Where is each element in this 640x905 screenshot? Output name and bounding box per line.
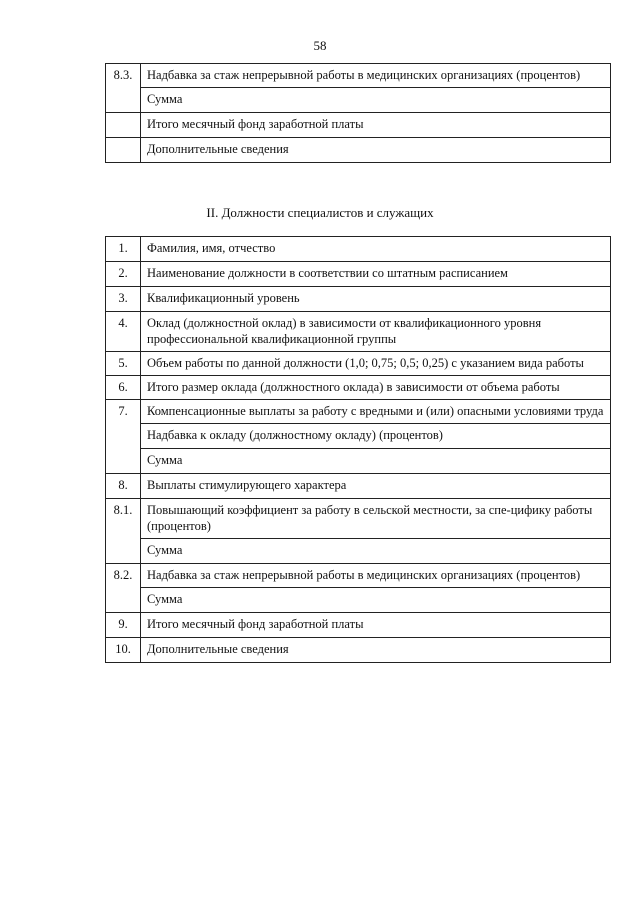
table-row [106,376,611,400]
section-heading: II. Должности специалистов и служащих [206,205,434,220]
row-text: Сумма [141,539,611,564]
table-row [106,352,611,376]
row-number: 1. [106,237,141,262]
table-row [106,138,611,163]
table-row [106,237,611,262]
row-text: Сумма [141,588,611,613]
row-number: 3. [106,287,141,312]
row-number: 8.3. [106,64,141,113]
table-row [106,449,611,474]
row-text: Итого месячный фонд заработной платы [141,113,611,138]
row-number: 2. [106,262,141,287]
table-row [106,613,611,638]
row-number: 9. [106,613,141,638]
page-number: 58 [313,38,327,53]
row-number: 8.2. [106,564,141,613]
row-text: Итого размер оклада (должностного оклада) в зависимости от объема работы [141,376,611,400]
payroll-table-continued [105,63,611,163]
table-row [106,638,611,663]
row-text: Компенсационные выплаты за работу с вредными и (или) опасными условиями труда [141,400,611,424]
row-text: Повышающий коэффициент за работу в сельской местности, за спе-цифику работы (процентов) [141,499,611,539]
table-row [106,113,611,138]
table-row [106,499,611,539]
row-text: Наименование должности в соответствии со штатным расписанием [141,262,611,287]
row-text: Квалификационный уровень [141,287,611,312]
table-row [106,424,611,449]
row-text: Надбавка за стаж непрерывной работы в медицинских организациях (процентов) [141,64,611,88]
table-row [106,474,611,499]
row-text: Надбавка за стаж непрерывной работы в медицинских организациях (процентов) [141,564,611,588]
row-number [106,138,141,163]
row-number: 5. [106,352,141,376]
specialists-table [105,236,611,663]
row-number: 4. [106,312,141,352]
row-number: 10. [106,638,141,663]
row-text: Оклад (должностной оклад) в зависимости от квалификационного уровня профессиональной квалификационной группы [141,312,611,352]
row-text: Фамилия, имя, отчество [141,237,611,262]
table-row [106,287,611,312]
row-number [106,113,141,138]
row-number: 6. [106,376,141,400]
table-row [106,564,611,588]
row-number: 7. [106,400,141,474]
table-row [106,539,611,564]
table-row [106,312,611,352]
table-row [106,88,611,113]
row-number: 8. [106,474,141,499]
row-text: Сумма [141,449,611,474]
row-text: Дополнительные сведения [141,138,611,163]
row-text: Дополнительные сведения [141,638,611,663]
table-row [106,400,611,424]
row-text: Объем работы по данной должности (1,0; 0,75; 0,5; 0,25) с указанием вида работы [141,352,611,376]
row-number: 8.1. [106,499,141,564]
table-row [106,64,611,88]
row-text: Сумма [141,88,611,113]
row-text: Надбавка к окладу (должностному окладу) (процентов) [141,424,611,449]
table-row [106,262,611,287]
row-text: Выплаты стимулирующего характера [141,474,611,499]
row-text: Итого месячный фонд заработной платы [141,613,611,638]
table-row [106,588,611,613]
